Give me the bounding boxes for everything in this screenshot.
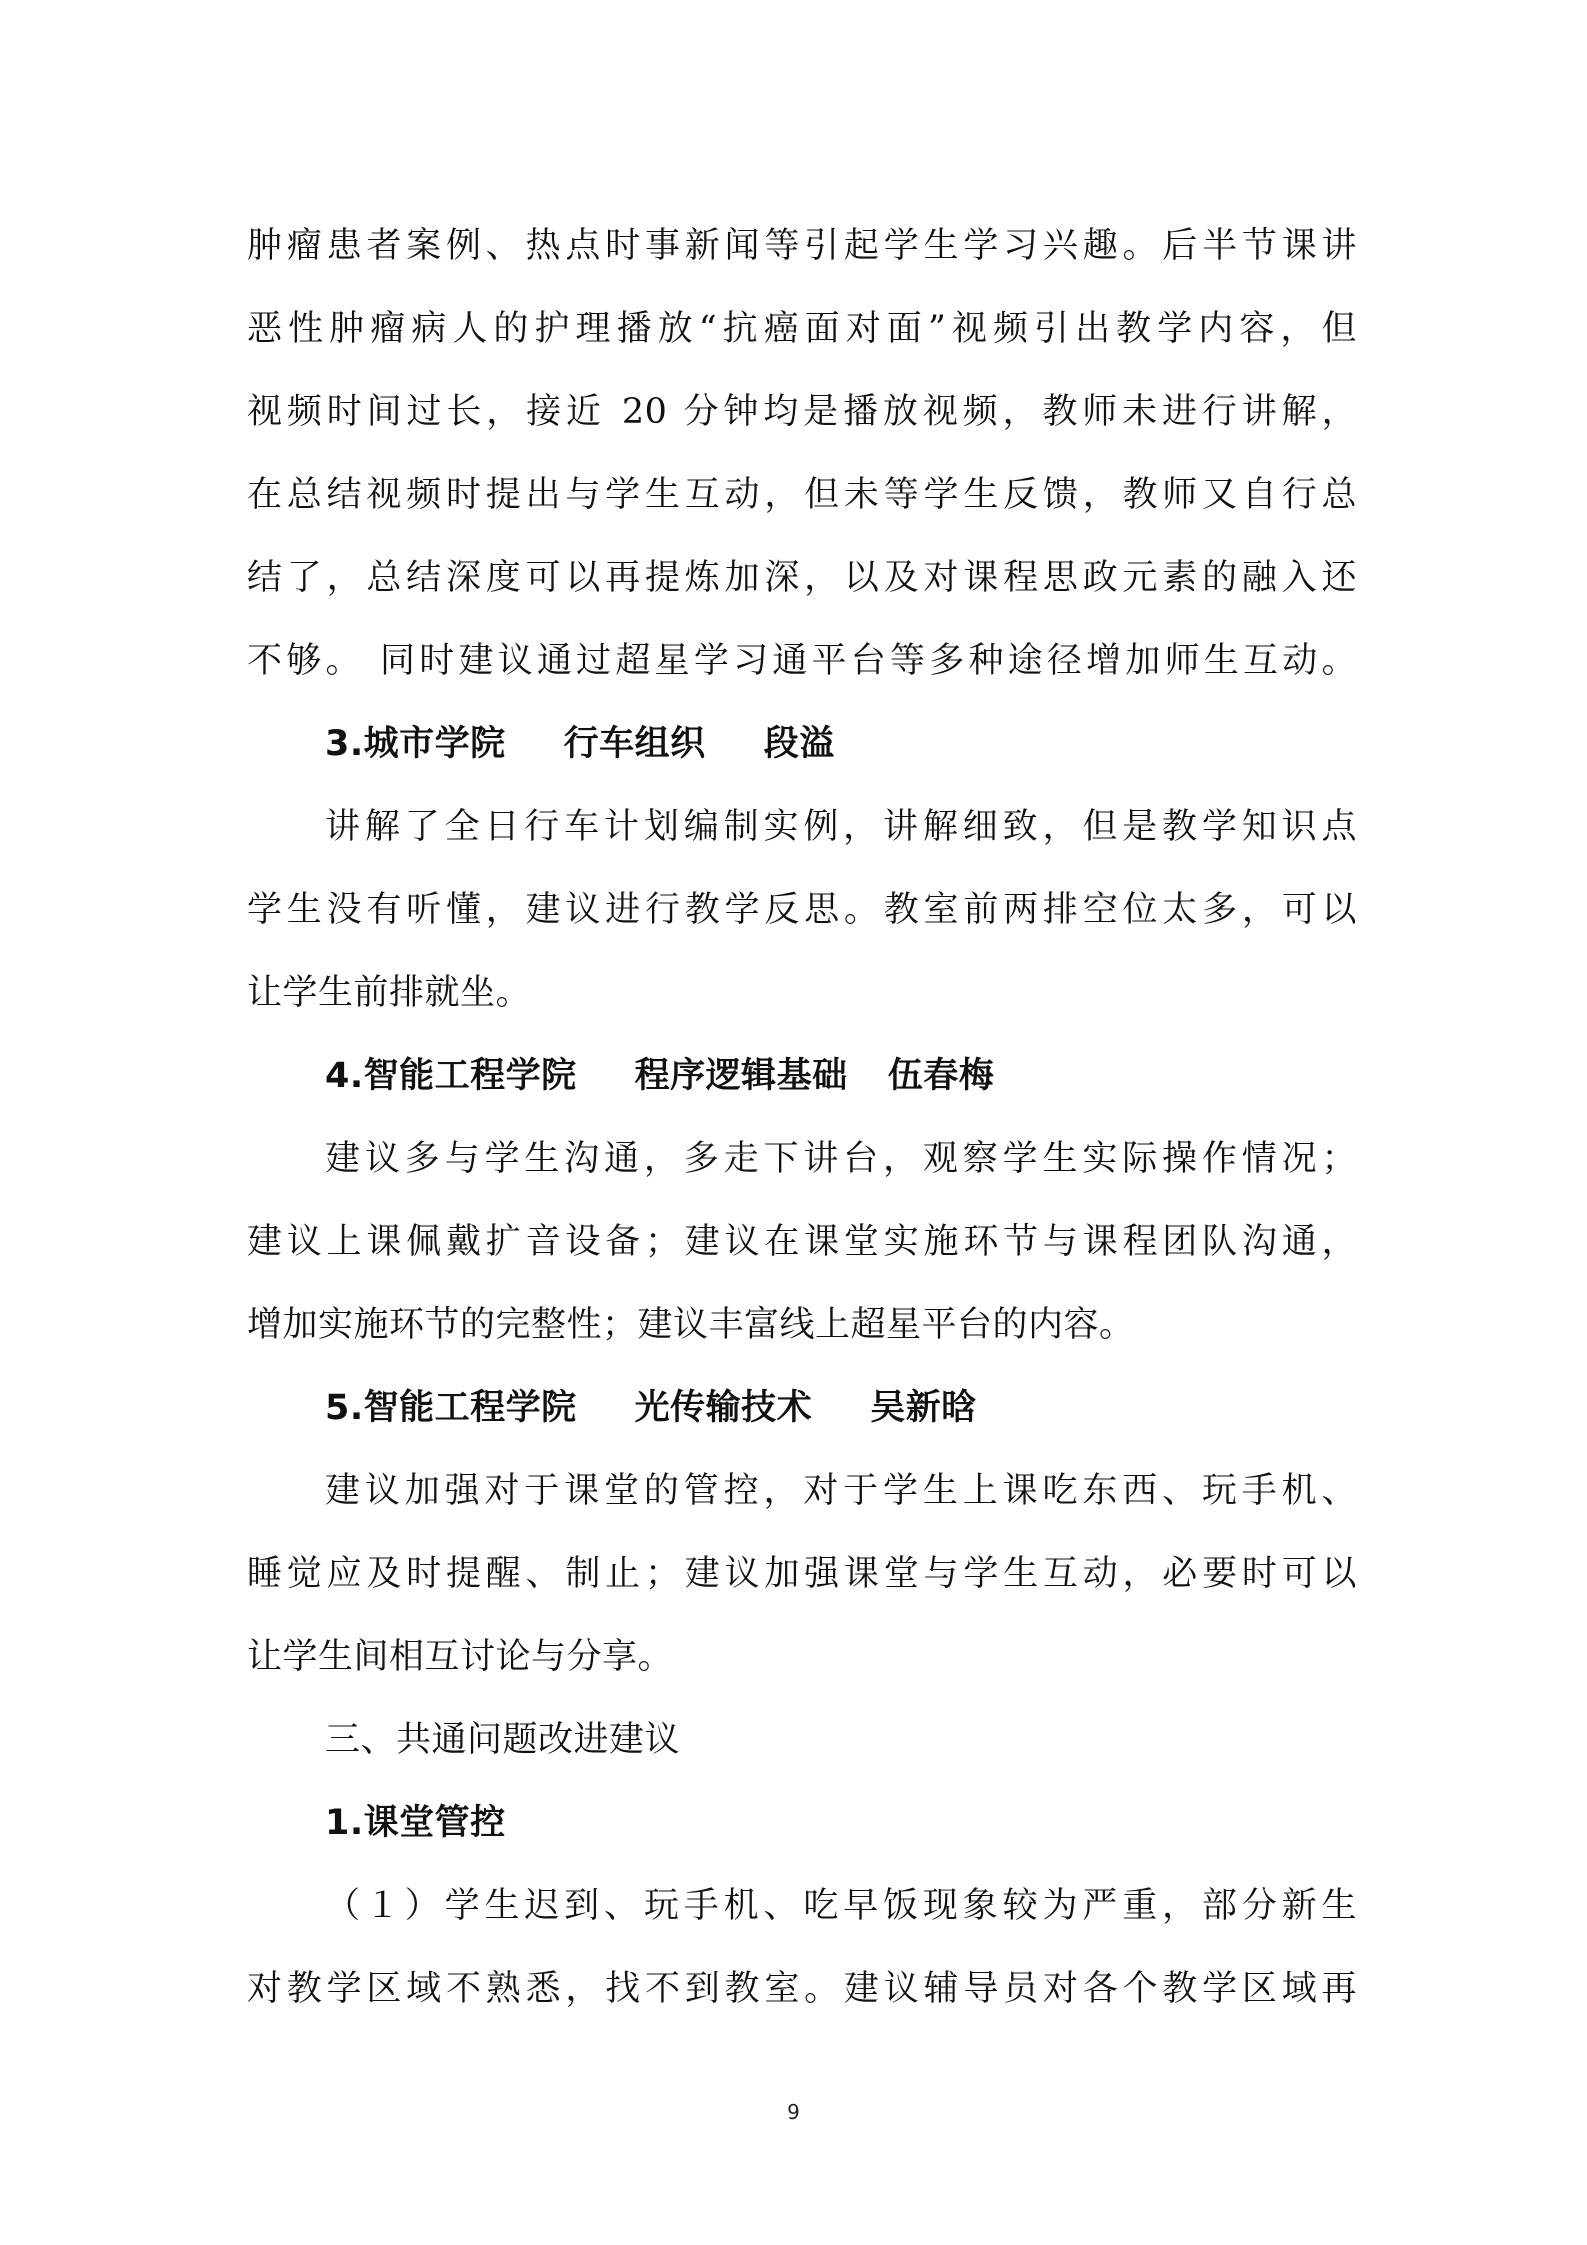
- paragraph-line: 建议多与学生沟通，多走下讲台，观察学生实际操作情况；: [325, 1139, 1357, 1179]
- item-number: 3.: [325, 724, 364, 764]
- item-heading-4: [247, 1035, 1357, 1118]
- item-college: 智能工程学院: [363, 1388, 577, 1428]
- item-teacher: 段溢: [763, 724, 835, 764]
- paragraph-line: 增加实施环节的完整性；建议丰富线上超星平台的内容。: [247, 1305, 1135, 1345]
- paragraph-line: 让学生前排就坐。: [247, 973, 532, 1013]
- page-body: [247, 205, 1357, 2031]
- paragraph-line: 建议加强对于课堂的管控，对于学生上课吃东西、玩手机、: [325, 1471, 1357, 1511]
- item-course: 光传输技术: [634, 1388, 813, 1428]
- subsection-title: 1.课堂管控: [325, 1803, 506, 1843]
- item-teacher: 吴新晗: [870, 1388, 977, 1428]
- paragraph-line: 学生没有听懂，建议进行教学反思。教室前两排空位太多，可以: [247, 890, 1357, 930]
- section-title: 三、共通问题改进建议: [325, 1720, 681, 1760]
- paragraph-line: （１）学生迟到、玩手机、吃早饭现象较为严重，部分新生: [325, 1886, 1357, 1926]
- page-number: 9: [787, 2100, 800, 2124]
- item-teacher: 伍春梅: [887, 1056, 995, 1096]
- paragraph-line: 让学生间相互讨论与分享。: [247, 1637, 674, 1677]
- item-college: 城市学院: [363, 724, 506, 764]
- item-course: 行车组织: [563, 724, 706, 764]
- item-number: 4.: [325, 1056, 364, 1096]
- item-heading-5: [247, 1367, 1357, 1450]
- paragraph-line: 视频时间过长，接近 20 分钟均是播放视频，教师未进行讲解，: [247, 392, 1357, 432]
- paragraph-line: 睡觉应及时提醒、制止；建议加强课堂与学生互动，必要时可以: [247, 1554, 1357, 1594]
- paragraph-line: 不够。 同时建议通过超星学习通平台等多种途径增加师生互动。: [247, 641, 1357, 681]
- paragraph-line: 对教学区域不熟悉，找不到教室。建议辅导员对各个教学区域再: [247, 1969, 1357, 2009]
- paragraph-line: 建议上课佩戴扩音设备；建议在课堂实施环节与课程团队沟通，: [247, 1222, 1357, 1262]
- paragraph-line: 结了，总结深度可以再提炼加深，以及对课程思政元素的融入还: [247, 558, 1357, 598]
- paragraph-line: 恶性肿瘤病人的护理播放“抗癌面对面”视频引出教学内容，但: [247, 309, 1357, 349]
- item-course: 程序逻辑基础: [634, 1056, 848, 1096]
- item-heading-3: [247, 703, 1357, 786]
- paragraph-line: 讲解了全日行车计划编制实例，讲解细致，但是教学知识点: [325, 807, 1357, 847]
- paragraph-line: 肿瘤患者案例、热点时事新闻等引起学生学习兴趣。后半节课讲: [247, 226, 1357, 266]
- item-number: 5.: [325, 1388, 364, 1428]
- item-college: 智能工程学院: [363, 1056, 577, 1096]
- paragraph-line: 在总结视频时提出与学生互动，但未等学生反馈，教师又自行总: [247, 475, 1357, 515]
